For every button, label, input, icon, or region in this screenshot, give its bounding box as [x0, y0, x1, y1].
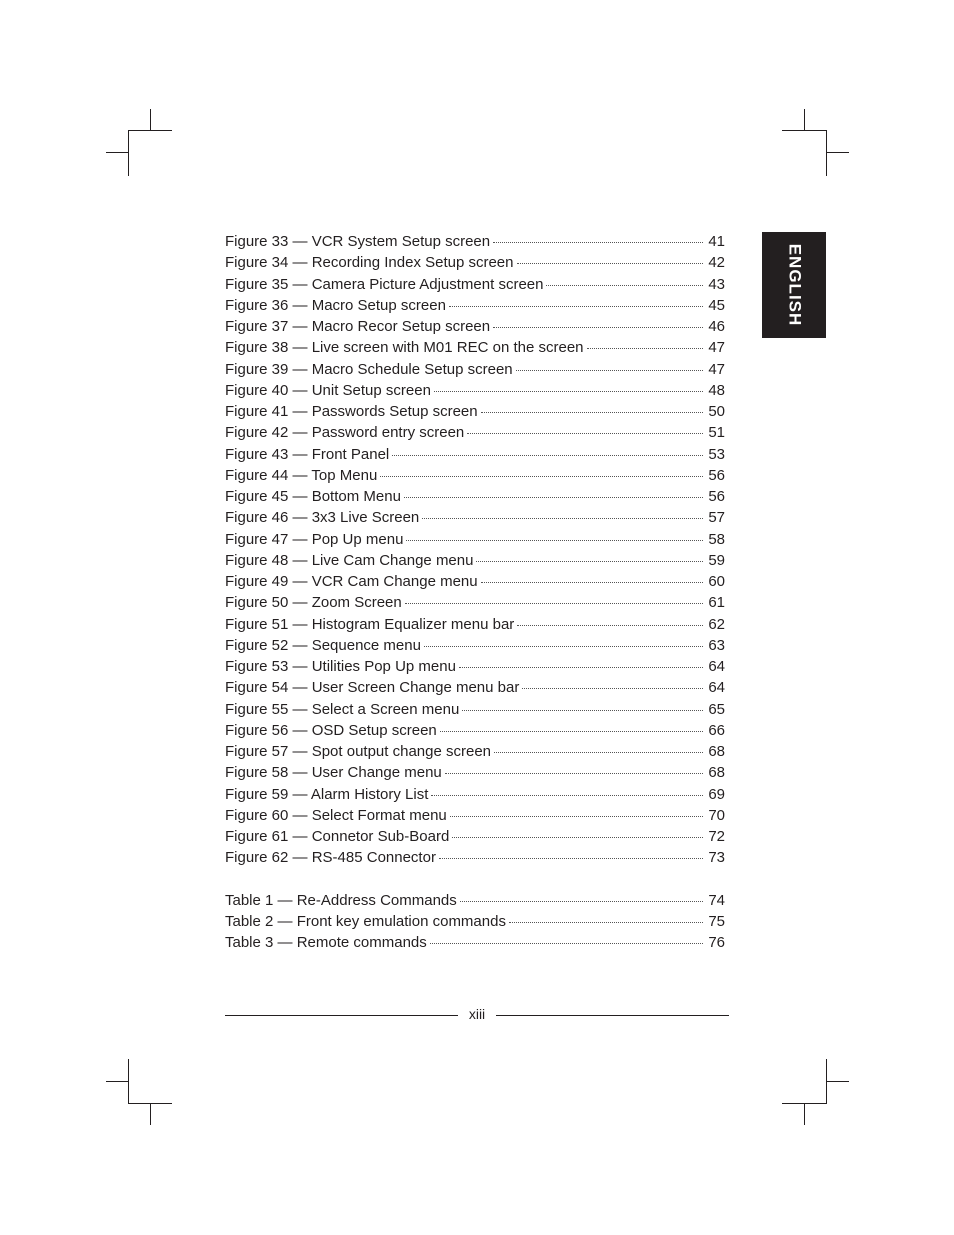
toc-entry-title: Figure 37 — Macro Recor Setup screen — [225, 318, 491, 335]
toc-entry — [225, 932, 725, 953]
toc-entry-page: 60 — [708, 573, 725, 590]
toc-entry-title: Figure 42 — Password entry screen — [225, 424, 465, 442]
dot-leader — [424, 646, 703, 647]
dot-leader — [404, 497, 703, 498]
toc-entry — [225, 337, 725, 358]
toc-entry — [225, 677, 725, 698]
dot-leader — [546, 285, 703, 286]
toc-entry — [225, 911, 725, 932]
toc-entry — [225, 592, 725, 613]
toc-entry — [225, 444, 725, 465]
toc-entry-title: Figure 49 — VCR Cam Change menu — [225, 573, 478, 590]
list-spacer — [225, 869, 725, 890]
toc-entry-page: 66 — [708, 721, 725, 739]
toc-entry-page: 73 — [708, 849, 725, 867]
footer-rule-left — [225, 1015, 458, 1016]
toc-entry — [225, 316, 725, 337]
dot-leader — [439, 858, 703, 859]
toc-entry-page: 47 — [708, 339, 725, 357]
figure-list — [225, 231, 725, 869]
toc-entry — [225, 741, 725, 762]
toc-entry — [225, 635, 725, 656]
toc-entry-title: Figure 38 — Live screen with M01 REC on the screen — [225, 339, 584, 357]
dot-leader — [434, 391, 703, 392]
toc-entry — [225, 550, 725, 571]
toc-entry — [225, 252, 725, 273]
toc-entry-title: Figure 50 — Zoom Screen — [225, 594, 402, 612]
toc-entry-title: Figure 55 — Select a Screen menu — [225, 700, 460, 718]
toc-entry-page: 51 — [708, 424, 725, 442]
toc-entry — [225, 720, 725, 741]
dot-leader — [459, 667, 703, 668]
toc-entry-title: Figure 51 — Histogram Equalizer menu bar — [225, 615, 515, 633]
toc-entry — [225, 784, 725, 805]
dot-leader — [440, 731, 703, 732]
toc-entry-page: 74 — [708, 891, 725, 909]
dot-leader — [517, 263, 704, 264]
toc-entry-page: 50 — [708, 403, 725, 420]
toc-entry-title: Figure 59 — Alarm History List — [225, 785, 429, 803]
toc-entry-title: Figure 35 — Camera Picture Adjustment screen — [225, 275, 544, 293]
dot-leader — [422, 518, 703, 519]
dot-leader — [462, 710, 703, 711]
toc-entry-page: 61 — [708, 594, 725, 612]
toc-entry — [225, 359, 725, 380]
dot-leader — [494, 752, 703, 753]
dot-leader — [476, 561, 703, 562]
dot-leader — [509, 922, 703, 923]
dot-leader — [405, 603, 703, 604]
toc-entry-title: Figure 39 — Macro Schedule Setup screen — [225, 360, 513, 378]
dot-leader — [380, 476, 703, 477]
dot-leader — [452, 837, 703, 838]
list-of-figures-and-tables — [225, 231, 725, 953]
toc-entry-page: 58 — [708, 530, 725, 548]
toc-entry — [225, 762, 725, 783]
toc-entry — [225, 507, 725, 528]
dot-leader — [430, 943, 703, 944]
language-side-tab-label: ENGLISH — [785, 243, 804, 327]
toc-entry-title: Figure 48 — Live Cam Change menu — [225, 551, 474, 569]
toc-entry-title: Figure 33 — VCR System Setup screen — [225, 233, 491, 250]
toc-entry-page: 68 — [708, 743, 725, 760]
toc-entry — [225, 465, 725, 486]
dot-leader — [450, 816, 703, 817]
toc-entry — [225, 401, 725, 422]
dot-leader — [445, 773, 703, 774]
toc-entry-title: Figure 47 — Pop Up menu — [225, 530, 404, 548]
dot-leader — [522, 688, 703, 689]
toc-entry — [225, 380, 725, 401]
dot-leader — [431, 795, 703, 796]
dot-leader — [406, 540, 703, 541]
toc-entry-page: 63 — [708, 636, 725, 654]
toc-entry-page: 42 — [708, 254, 725, 272]
dot-leader — [481, 412, 703, 413]
language-side-tab — [762, 232, 826, 338]
toc-entry-page: 70 — [708, 806, 725, 824]
toc-entry-page: 46 — [708, 318, 725, 335]
toc-entry-title: Figure 60 — Select Format menu — [225, 806, 447, 824]
toc-entry — [225, 529, 725, 550]
toc-entry-title: Table 1 — Re-Address Commands — [225, 891, 457, 909]
toc-entry-page: 47 — [708, 360, 725, 378]
toc-entry-title: Figure 44 — Top Menu — [225, 466, 378, 484]
dot-leader — [517, 625, 703, 626]
toc-entry-page: 76 — [708, 934, 725, 951]
toc-entry-page: 53 — [708, 445, 725, 463]
toc-entry-title: Figure 46 — 3x3 Live Screen — [225, 509, 420, 527]
table-list — [225, 890, 725, 954]
dot-leader — [449, 306, 703, 307]
toc-entry-title: Table 3 — Remote commands — [225, 934, 427, 951]
toc-entry-title: Figure 36 — Macro Setup screen — [225, 296, 446, 314]
toc-entry — [225, 486, 725, 507]
toc-entry-page: 72 — [708, 828, 725, 845]
toc-entry-page: 43 — [708, 275, 725, 293]
toc-entry-title: Figure 43 — Front Panel — [225, 445, 390, 463]
toc-entry — [225, 274, 725, 295]
dot-leader — [392, 455, 703, 456]
toc-entry-title: Figure 41 — Passwords Setup screen — [225, 403, 478, 420]
toc-entry-page: 75 — [708, 912, 725, 930]
dot-leader — [467, 433, 703, 434]
toc-entry-page: 56 — [708, 488, 725, 505]
toc-entry-page: 68 — [708, 764, 725, 782]
toc-entry-page: 57 — [708, 509, 725, 527]
toc-entry-title: Figure 56 — OSD Setup screen — [225, 721, 437, 739]
dot-leader — [460, 901, 703, 902]
toc-entry-page: 48 — [708, 381, 725, 399]
toc-entry-title: Figure 61 — Connetor Sub-Board — [225, 828, 450, 845]
toc-entry-title: Figure 52 — Sequence menu — [225, 636, 421, 654]
toc-entry-page: 59 — [708, 551, 725, 569]
toc-entry-page: 62 — [708, 615, 725, 633]
footer-rule-right — [496, 1015, 729, 1016]
toc-entry — [225, 890, 725, 911]
toc-entry-page: 45 — [708, 296, 725, 314]
toc-entry — [225, 422, 725, 443]
page-number: xiii — [468, 1006, 486, 1022]
dot-leader — [493, 242, 703, 243]
dot-leader — [493, 327, 703, 328]
toc-entry-title: Figure 54 — User Screen Change menu bar — [225, 679, 520, 697]
toc-entry — [225, 826, 725, 847]
toc-entry-title: Figure 58 — User Change menu — [225, 764, 442, 782]
toc-entry-page: 64 — [708, 679, 725, 697]
dot-leader — [481, 582, 703, 583]
toc-entry-page: 56 — [708, 466, 725, 484]
toc-entry-page: 64 — [708, 658, 725, 675]
toc-entry — [225, 295, 725, 316]
toc-entry-page: 69 — [708, 785, 725, 803]
toc-entry-page: 65 — [708, 700, 725, 718]
toc-entry — [225, 656, 725, 677]
toc-entry — [225, 231, 725, 252]
toc-entry-page: 41 — [708, 233, 725, 250]
toc-entry — [225, 614, 725, 635]
toc-entry — [225, 699, 725, 720]
toc-entry-title: Figure 62 — RS-485 Connector — [225, 849, 436, 867]
toc-entry — [225, 571, 725, 592]
toc-entry-title: Figure 40 — Unit Setup screen — [225, 381, 431, 399]
toc-entry-title: Figure 57 — Spot output change screen — [225, 743, 492, 760]
toc-entry — [225, 805, 725, 826]
toc-entry-title: Figure 34 — Recording Index Setup screen — [225, 254, 514, 272]
toc-entry — [225, 847, 725, 868]
dot-leader — [587, 348, 704, 349]
toc-entry-title: Table 2 — Front key emulation commands — [225, 912, 506, 930]
toc-entry-title: Figure 53 — Utilities Pop Up menu — [225, 658, 456, 675]
dot-leader — [516, 370, 703, 371]
toc-entry-title: Figure 45 — Bottom Menu — [225, 488, 401, 505]
